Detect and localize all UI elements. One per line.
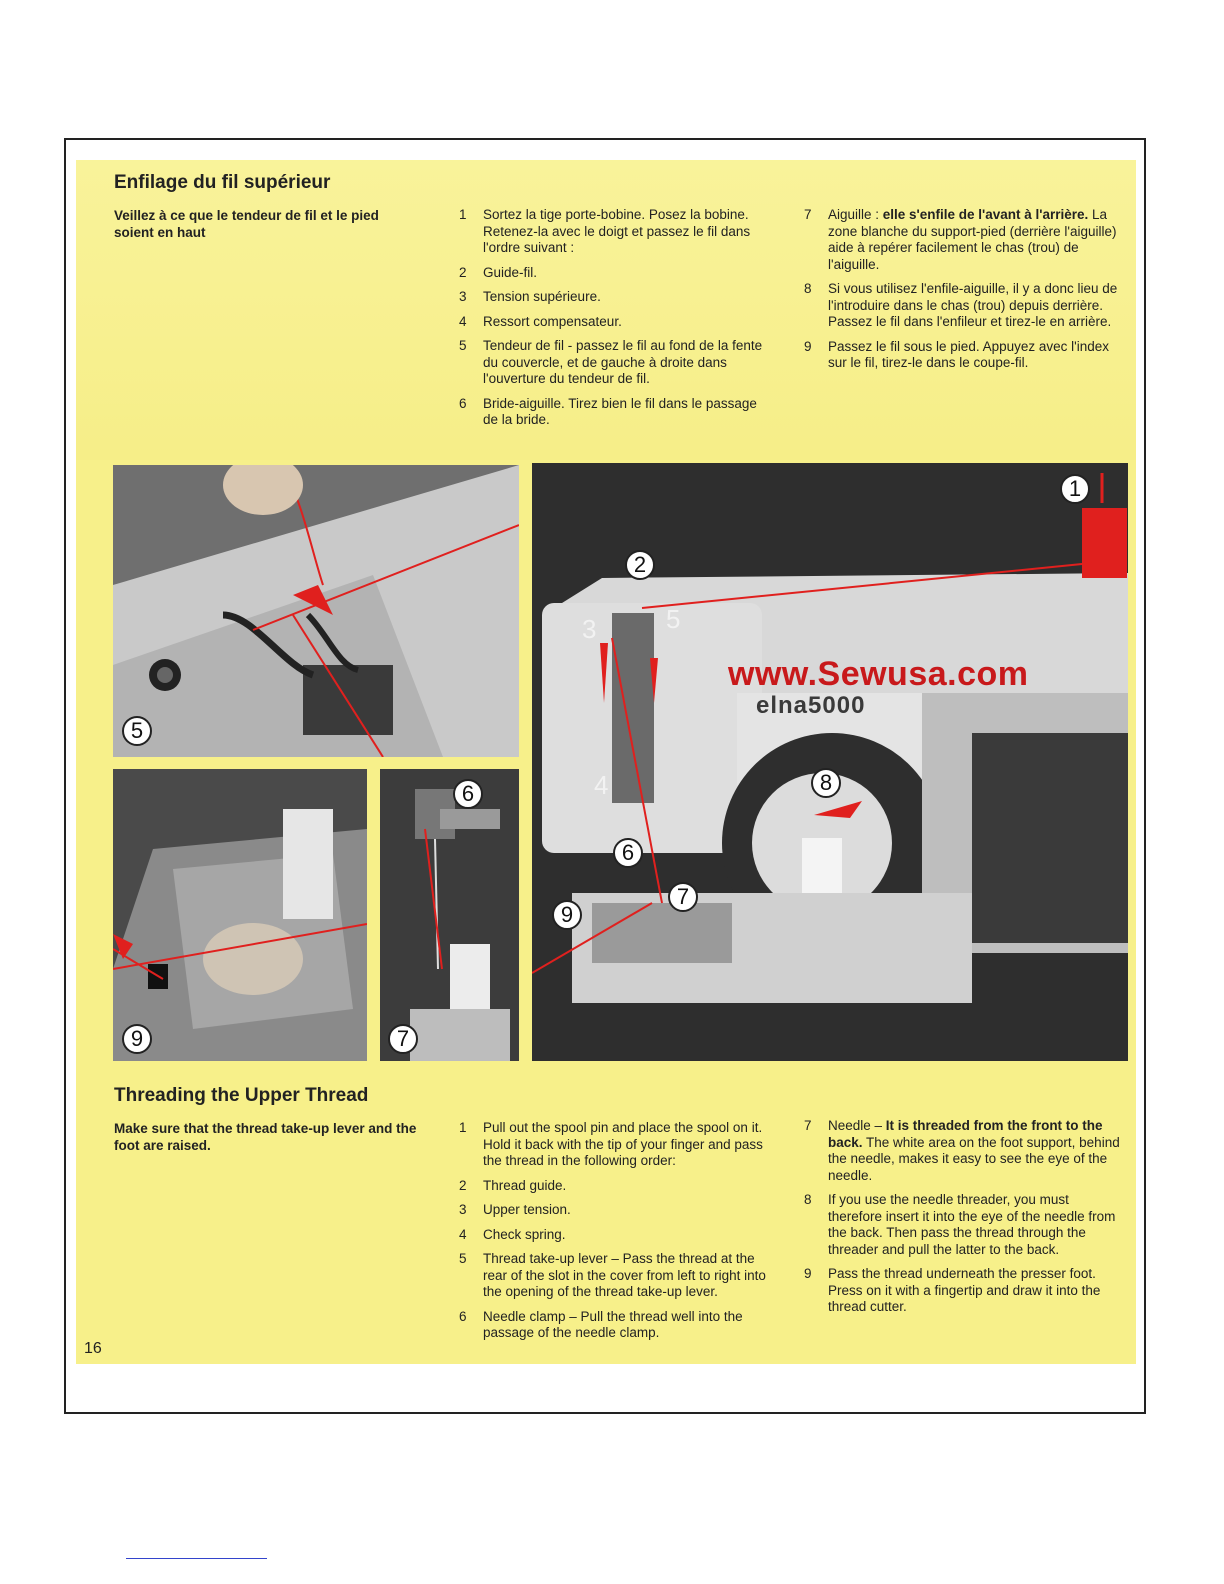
french-title: Enfilage du fil supérieur [114, 172, 331, 193]
step-text: Tendeur de fil - passez le fil au fond de la fente du couvercle, et de gauche à droite dans l'ouverture du tendeur de fil. [483, 338, 763, 386]
english-step-7 [804, 1118, 1122, 1184]
french-step-5 [459, 338, 771, 388]
step-number: 8 [804, 281, 812, 296]
step-text: Guide-fil. [483, 264, 538, 280]
step-number: 7 [804, 1118, 812, 1133]
english-note: Make sure that the thread take-up lever and the foot are raised. [114, 1121, 417, 1153]
step-number: 9 [804, 338, 812, 354]
photo-take-up-lever [113, 465, 519, 757]
english-step-8 [804, 1192, 1122, 1258]
step-text: Pull out the spool pin and place the spool on it. Hold it back with the tip of your finger and pass the thread in the following order: [483, 1120, 763, 1168]
english-step-3 [459, 1202, 781, 1219]
french-step-2 [459, 265, 771, 282]
step-text: Needle clamp – Pull the thread well into the passage of the needle clamp. [483, 1308, 743, 1340]
callout-1: 1 [1060, 474, 1090, 504]
english-steps-7-9 [804, 1118, 1122, 1324]
callout-8: 8 [811, 768, 841, 798]
callout-2: 2 [625, 550, 655, 580]
french-step-8 [804, 281, 1122, 331]
page-number: 16 [84, 1340, 102, 1357]
step-text: Upper tension. [483, 1202, 571, 1217]
step-number: 2 [459, 1177, 467, 1193]
step-text: Thread guide. [483, 1177, 567, 1193]
step-text: If you use the needle threader, you must therefore insert it into the eye of the needle from the back. Then pass the thread through the threader and pull the latter to the back. [828, 1192, 1116, 1257]
callout-4: 4 [594, 770, 609, 800]
english-step-4 [459, 1227, 781, 1244]
step-text: Check spring. [483, 1226, 566, 1242]
brand-logo: elna5000 [756, 692, 866, 719]
step-lead: Aiguille : [828, 207, 883, 222]
english-step-6 [459, 1309, 781, 1342]
french-note: Veillez à ce que le tendeur de fil et le pied soient en haut [114, 208, 379, 240]
step-number: 4 [459, 313, 467, 329]
english-step-2 [459, 1178, 781, 1195]
step-number: 1 [459, 207, 467, 222]
french-step-3 [459, 289, 771, 306]
callout-5-inset: 5 [122, 716, 152, 746]
french-steps-7-9 [804, 207, 1122, 380]
step-number: 8 [804, 1192, 812, 1207]
english-step-9 [804, 1266, 1122, 1316]
french-step-4 [459, 314, 771, 331]
step-number: 5 [459, 338, 467, 353]
callout-5: 5 [666, 604, 681, 634]
watermark: www.Sewusa.com [728, 655, 1029, 693]
french-step-9 [804, 339, 1122, 372]
callout-6: 6 [613, 838, 643, 868]
step-number: 2 [459, 264, 467, 280]
step-number: 6 [459, 1308, 467, 1324]
step-emphasis: It is threaded from the front to the back. [828, 1118, 1103, 1150]
photo-sewing-machine [532, 463, 1128, 1061]
step-text: La zone blanche du support-pied (derrière l'aiguille) aide à repérer facilement le chas (trou) de l'aiguille. [828, 207, 1117, 272]
step-number: 5 [459, 1251, 467, 1266]
callout-3: 3 [582, 614, 597, 644]
step-number: 6 [459, 395, 467, 411]
french-step-6 [459, 396, 771, 429]
link-underline [126, 1558, 267, 1559]
french-step-1 [459, 207, 771, 257]
photo-needle-clamp [380, 769, 519, 1061]
callout-6-inset: 6 [453, 779, 483, 809]
step-text: Bride-aiguille. Tirez bien le fil dans le passage de la bride. [483, 395, 757, 427]
photo-thread-cutter [113, 769, 367, 1061]
english-step-1 [459, 1120, 781, 1170]
step-text: Tension supérieure. [483, 289, 601, 304]
callout-9-inset: 9 [122, 1024, 152, 1054]
callout-7-inset: 7 [388, 1024, 418, 1054]
step-text: Si vous utilisez l'enfile-aiguille, il y a donc lieu de l'introduire dans le chas (trou) depuis derrière. Passez le fil dans l'enfileur et tirez-le en arrière. [828, 281, 1118, 329]
callout-7: 7 [668, 882, 698, 912]
step-number: 9 [804, 1266, 812, 1281]
step-emphasis: elle s'enfile de l'avant à l'arrière. [882, 207, 1089, 222]
step-lead: Needle – [828, 1118, 886, 1133]
step-number: 1 [459, 1120, 467, 1135]
english-title: Threading the Upper Thread [114, 1085, 369, 1106]
step-text: Pass the thread underneath the presser foot. Press on it with a fingertip and draw it into the thread cutter. [828, 1266, 1101, 1314]
step-text: Passez le fil sous le pied. Appuyez avec l'index sur le fil, tirez-le dans le coupe-fil. [828, 338, 1109, 370]
step-text: Ressort compensateur. [483, 313, 622, 329]
french-steps-1-6 [459, 207, 771, 437]
french-step-7 [804, 207, 1122, 273]
step-number: 4 [459, 1226, 467, 1242]
step-number: 3 [459, 1202, 467, 1217]
callout-9: 9 [552, 900, 582, 930]
step-number: 7 [804, 207, 812, 222]
step-text: Thread take-up lever – Pass the thread at the rear of the slot in the cover from left to right into the opening of the thread take-up lever. [483, 1251, 766, 1299]
english-step-5 [459, 1251, 781, 1301]
step-number: 3 [459, 289, 467, 304]
step-text: The white area on the foot support, behind the needle, makes it easy to see the eye of the needle. [828, 1134, 1120, 1183]
english-steps-1-6 [459, 1120, 781, 1350]
step-text: Sortez la tige porte-bobine. Posez la bobine. Retenez-la avec le doigt et passez le fil dans l'ordre suivant : [483, 207, 751, 255]
